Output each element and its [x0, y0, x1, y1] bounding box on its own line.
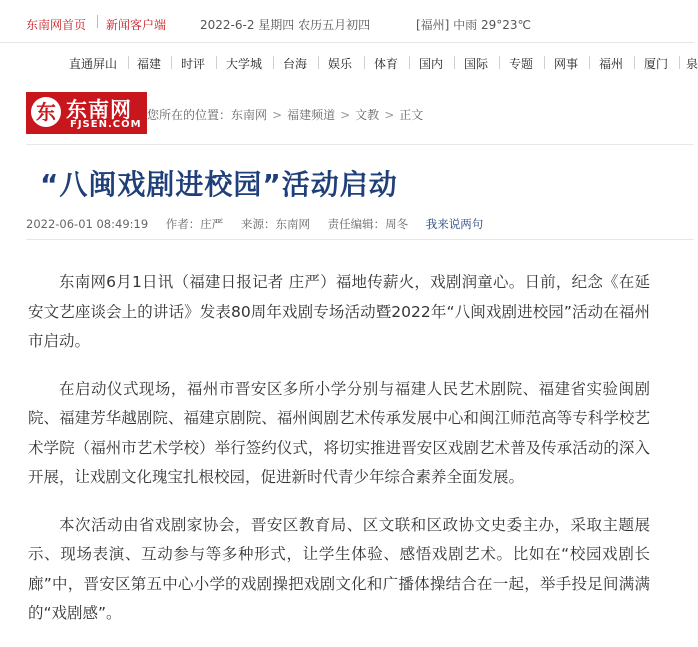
- breadcrumb-item[interactable]: 文教: [355, 108, 380, 122]
- nav-item[interactable]: 专题: [509, 57, 534, 71]
- site-logo[interactable]: [26, 92, 147, 134]
- divider: [26, 239, 694, 240]
- logo-mark-icon: 东: [31, 97, 61, 127]
- weather-text: [福州] 中雨 29°23℃: [416, 18, 532, 32]
- chevron-right-icon: >: [384, 108, 395, 122]
- nav-item[interactable]: 大学城: [226, 57, 263, 71]
- article-paragraph: 本次活动由省戏剧家协会，晋安区教育局、区文联和区政协文史委主办，采取主题展示、现场表演、互动参与等多种形式，让学生体验、感悟戏剧艺术。比如在“校园戏剧长廊”中，晋安区第五中心小学的戏剧操把戏剧文化和广播体操结合在一起，举手投足间满满的“戏剧感”。: [28, 515, 650, 622]
- nav-divider: [318, 56, 319, 69]
- comment-link[interactable]: 我来说两句: [425, 217, 484, 231]
- article-body: [28, 268, 650, 647]
- divider: [97, 15, 98, 28]
- chevron-right-icon: >: [272, 108, 283, 122]
- divider: [26, 144, 694, 145]
- nav-divider: [634, 56, 635, 69]
- publish-time: 2022-06-01 08:49:19: [26, 217, 149, 231]
- author: 作者：庄严: [165, 217, 224, 231]
- nav-divider: [364, 56, 365, 69]
- article-meta: [26, 216, 483, 232]
- source: 来源：东南网: [240, 217, 310, 231]
- nav-item[interactable]: 厦门: [644, 57, 669, 71]
- home-link[interactable]: 东南网首页: [26, 18, 87, 32]
- nav-divider: [128, 56, 129, 69]
- nav-item[interactable]: 娱乐: [328, 57, 353, 71]
- nav-item[interactable]: 国际: [464, 57, 489, 71]
- breadcrumb-item[interactable]: 福建频道: [287, 108, 336, 122]
- breadcrumb: [147, 106, 423, 123]
- divider: [0, 42, 694, 43]
- nav-divider: [454, 56, 455, 69]
- nav-item[interactable]: 国内: [419, 57, 444, 71]
- nav-item[interactable]: 福州: [599, 57, 624, 71]
- nav-item[interactable]: 直通屏山: [69, 57, 118, 71]
- nav-divider: [273, 56, 274, 69]
- nav-item[interactable]: 台海: [283, 57, 308, 71]
- article-title: “八闽戏剧进校园”活动启动: [40, 168, 398, 201]
- top-bar: [0, 0, 694, 44]
- breadcrumb-prefix: 您所在的位置：: [147, 108, 232, 122]
- date-text: 2022-6-2 星期四 农历五月初四: [200, 18, 371, 32]
- nav-divider: [544, 56, 545, 69]
- article-paragraph: 在启动仪式现场，福州市晋安区多所小学分别与福建人民艺术剧院、福建省实验闽剧院、福建芳华越剧院、福建京剧院、福州闽剧艺术传承发展中心和闽江师范高等专科学校艺术学院（福州市艺术学校）举行签约仪式，将切实推进晋安区戏剧艺术普及传承活动的深入开展，让戏剧文化瑰宝扎根校园，促进新时代青少年综合素养全面发展。: [28, 379, 650, 486]
- channel-nav: [0, 52, 698, 76]
- nav-item[interactable]: 网事: [554, 57, 579, 71]
- breadcrumb-current: 正文: [399, 108, 424, 122]
- breadcrumb-item[interactable]: 东南网: [231, 108, 268, 122]
- editor: 责任编辑：周冬: [327, 217, 409, 231]
- nav-item[interactable]: 福建: [137, 57, 162, 71]
- nav-item[interactable]: 泉: [686, 57, 698, 71]
- client-link[interactable]: 新闻客户端: [106, 18, 167, 32]
- logo-name: 东南网: [66, 98, 132, 122]
- nav-item[interactable]: 体育: [374, 57, 399, 71]
- nav-divider: [589, 56, 590, 69]
- article-paragraph: 东南网6月1日讯（福建日报记者 庄严）福地传薪火，戏剧润童心。日前，纪念《在延安文艺座谈会上的讲话》发表80周年戏剧专场活动暨2022年“八闽戏剧进校园”活动在福州市启动。: [28, 273, 650, 350]
- nav-divider: [679, 56, 680, 69]
- nav-item[interactable]: 时评: [181, 57, 206, 71]
- chevron-right-icon: >: [340, 108, 351, 122]
- logo-domain: FJSEN.COM: [70, 119, 142, 130]
- nav-divider: [216, 56, 217, 69]
- nav-divider: [171, 56, 172, 69]
- nav-divider: [499, 56, 500, 69]
- nav-divider: [409, 56, 410, 69]
